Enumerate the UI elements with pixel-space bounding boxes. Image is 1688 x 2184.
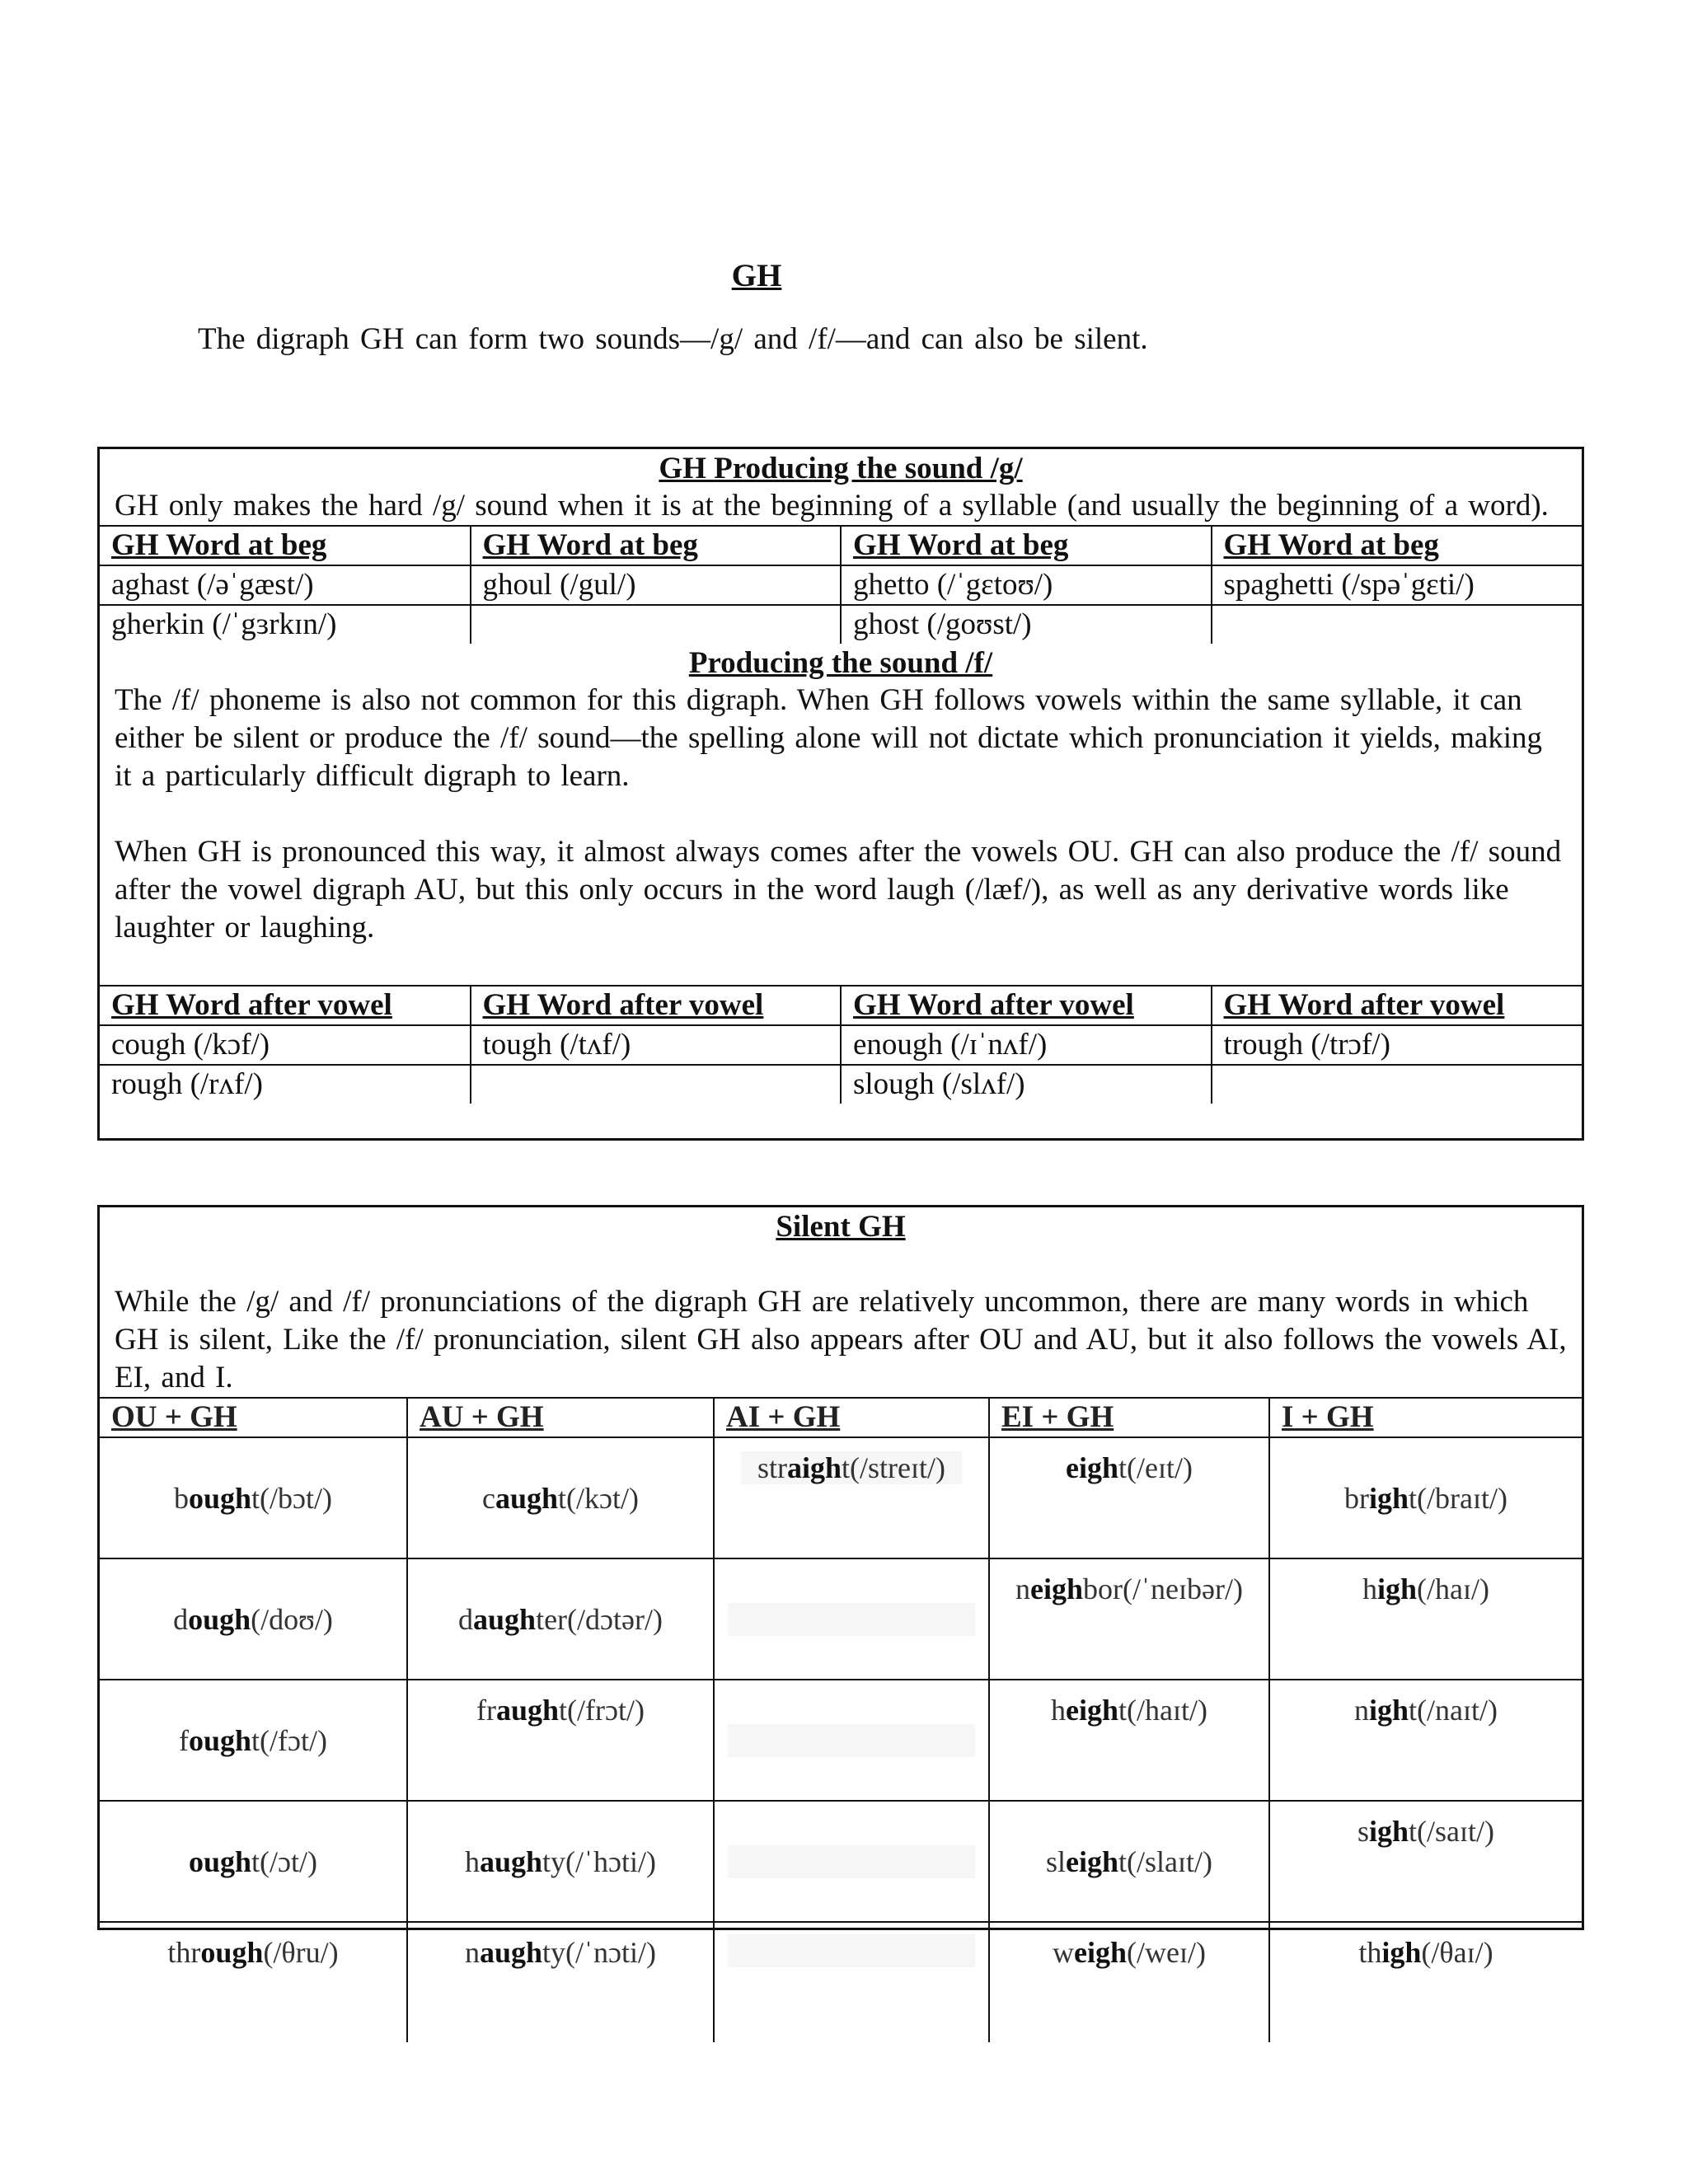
column-header: GH Word after vowel	[471, 986, 842, 1025]
table-cell	[471, 605, 842, 644]
column-header: AU + GH	[407, 1398, 714, 1437]
table-cell: trough (/trɔf/)	[1212, 1025, 1582, 1065]
column-header: AI + GH	[714, 1398, 989, 1437]
table-row	[100, 1558, 1582, 1680]
column-header: OU + GH	[100, 1398, 407, 1437]
table-row	[100, 1437, 1582, 1558]
word-cell: through(/θru/)	[100, 1922, 407, 2042]
word-cell: ought(/ɔt/)	[100, 1801, 407, 1922]
table-cell: spaghetti (/spəˈgɛti/)	[1212, 565, 1582, 605]
table-row	[100, 1922, 1582, 2042]
word-cell: bright(/braɪt/)	[1269, 1437, 1582, 1558]
silent-gh-table	[100, 1397, 1582, 2042]
f-sound-table	[100, 985, 1582, 1104]
table-row	[100, 1025, 1582, 1065]
table-cell	[471, 1065, 842, 1104]
column-header: EI + GH	[989, 1398, 1269, 1437]
column-header: GH Word at beg	[471, 526, 842, 565]
table-header-row	[100, 986, 1582, 1025]
table-cell: cough (/kɔf/)	[100, 1025, 471, 1065]
page-title: GH	[731, 258, 782, 293]
table-row	[100, 1680, 1582, 1801]
table-cell: gherkin (/ˈgɜrkɪn/)	[100, 605, 471, 644]
table-cell: tough (/tʌf/)	[471, 1025, 842, 1065]
g-sound-description: GH only makes the hard /g/ sound when it is at the beginning of a syllable (and usually the beginning of a word).	[115, 489, 1549, 523]
word-cell: height(/haɪt/)	[989, 1680, 1269, 1801]
table-cell: ghetto (/ˈgɛtoʊ/)	[841, 565, 1212, 605]
word-cell: dough(/doʊ/)	[100, 1558, 407, 1680]
column-header: GH Word after vowel	[100, 986, 471, 1025]
word-cell: naughty(/ˈnɔti/)	[407, 1922, 714, 2042]
word-cell: straight(/streɪt/)	[714, 1437, 989, 1558]
g-sound-heading: GH Producing the sound /g/	[659, 452, 1023, 485]
table-cell	[1212, 605, 1582, 644]
table-cell: slough (/slʌf/)	[841, 1065, 1212, 1104]
f-sound-description-1: The /f/ phoneme is also not common for this digraph. When GH follows vowels within the same syllable, it can either be silent or produce the /f/ sound—the spelling alone will not dictate which pronunciation it yields, making it a particularly difficult digraph to learn.	[115, 683, 1543, 793]
word-cell: haughty(/ˈhɔti/)	[407, 1801, 714, 1922]
word-cell: daughter(/dɔtər/)	[407, 1558, 714, 1680]
column-header: I + GH	[1269, 1398, 1582, 1437]
word-cell: eight(/eɪt/)	[989, 1437, 1269, 1558]
table-row	[100, 1801, 1582, 1922]
silent-gh-heading: Silent GH	[776, 1210, 906, 1244]
table-cell: ghost (/goʊst/)	[841, 605, 1212, 644]
word-cell: neighbor(/ˈneɪbər/)	[989, 1558, 1269, 1680]
silent-gh-description: While the /g/ and /f/ pronunciations of the digraph GH are relatively uncommon, there are many words in which GH is silent, Like the /f/ pronunciation, silent GH also appears after OU and AU, but it also follows the vowels AI, EI, and I.	[115, 1285, 1567, 1394]
word-cell: sleight(/slaɪt/)	[989, 1801, 1269, 1922]
word-cell: fought(/fɔt/)	[100, 1680, 407, 1801]
column-header: GH Word after vowel	[1212, 986, 1582, 1025]
table-cell: rough (/rʌf/)	[100, 1065, 471, 1104]
empty-cell	[714, 1801, 989, 1922]
word-cell: bought(/bɔt/)	[100, 1437, 407, 1558]
g-sound-table	[100, 525, 1582, 644]
f-sound-heading: Producing the sound /f/	[688, 646, 993, 680]
g-f-sound-box	[97, 447, 1584, 1141]
column-header: GH Word after vowel	[841, 986, 1212, 1025]
word-cell: sight(/saɪt/)	[1269, 1801, 1582, 1922]
column-header: GH Word at beg	[841, 526, 1212, 565]
table-row	[100, 1065, 1582, 1104]
table-row	[100, 605, 1582, 644]
word-cell: fraught(/frɔt/)	[407, 1680, 714, 1801]
column-header: GH Word at beg	[1212, 526, 1582, 565]
word-cell: caught(/kɔt/)	[407, 1437, 714, 1558]
empty-cell	[714, 1558, 989, 1680]
empty-cell	[714, 1922, 989, 2042]
table-header-row	[100, 526, 1582, 565]
table-cell: ghoul (/gul/)	[471, 565, 842, 605]
word-cell: thigh(/θaɪ/)	[1269, 1922, 1582, 2042]
f-sound-description-2: When GH is pronounced this way, it almost always comes after the vowels OU. GH can also produce the /f/ sound after the vowel digraph AU, but this only occurs in the word laugh (/læf/), as well as any derivative words like laughter or laughing.	[115, 835, 1562, 944]
intro-text: The digraph GH can form two sounds—/g/ and /f/—and can also be silent.	[198, 322, 1148, 356]
word-cell: night(/naɪt/)	[1269, 1680, 1582, 1801]
table-cell: enough (/ɪˈnʌf/)	[841, 1025, 1212, 1065]
silent-gh-box	[97, 1205, 1584, 1969]
table-cell	[1212, 1065, 1582, 1104]
column-header: GH Word at beg	[100, 526, 471, 565]
empty-cell	[714, 1680, 989, 1801]
word-cell: high(/haɪ/)	[1269, 1558, 1582, 1680]
table-header-row	[100, 1398, 1582, 1437]
table-cell: aghast (/əˈgæst/)	[100, 565, 471, 605]
word-cell: weigh(/weɪ/)	[989, 1922, 1269, 2042]
table-row	[100, 565, 1582, 605]
